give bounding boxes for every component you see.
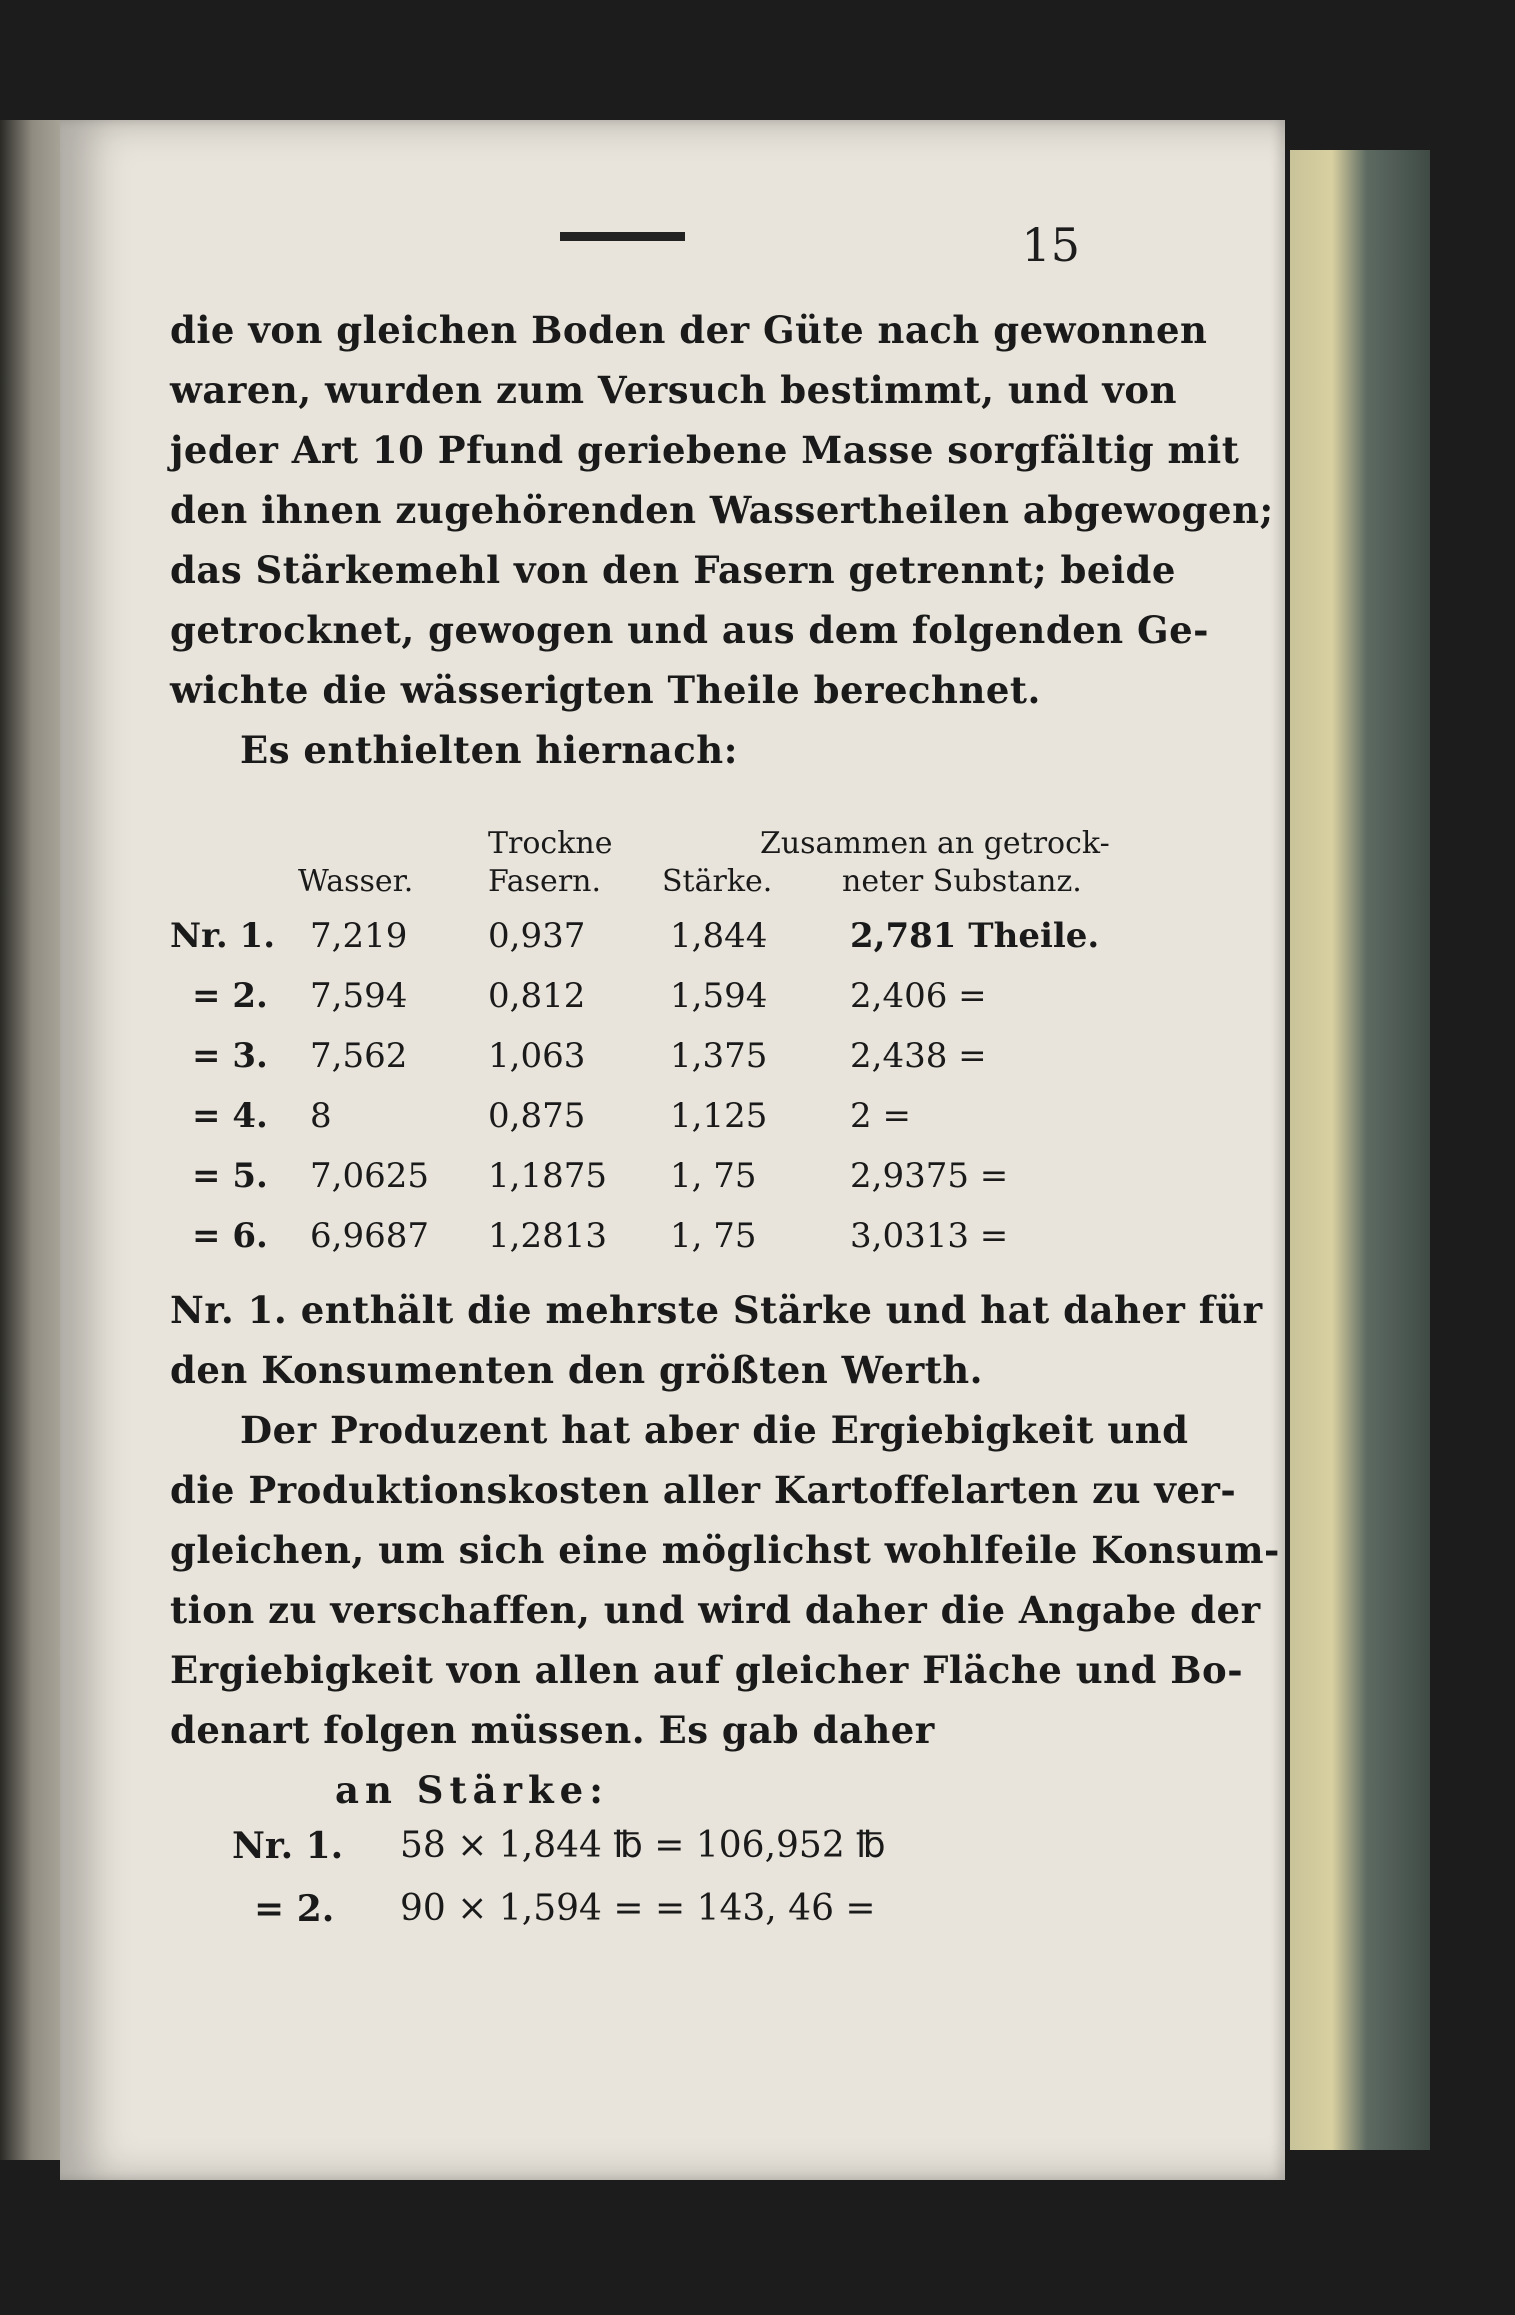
calc-label: = 2. [254,1888,335,1930]
table-row [170,976,1090,1036]
cell-total: 2,438 = [850,1036,987,1076]
header-fasern: Fasern. [488,864,602,899]
header-rule [560,232,685,241]
cell-staerke: 1, 75 [670,1216,757,1256]
text-line: gleichen, um sich eine möglichst wohlfeile Konsum- [170,1528,1280,1572]
table-row [170,916,1100,976]
cell-wasser: 7,594 [310,976,408,1016]
table-row [170,1216,1090,1276]
calc-label: Nr. 1. [232,1825,344,1867]
cell-total: 3,0313 = [850,1216,1009,1256]
cell-wasser: 8 [310,1096,332,1136]
text-line: Nr. 1. enthält die mehrste Stärke und hat daher für [170,1288,1263,1332]
book-cover-edge [1290,150,1430,2150]
header-fasern-top: Trockne [488,826,613,861]
cell-total: 2,406 = [850,976,987,1016]
text-line: Ergiebigkeit von allen auf gleicher Fläche und Bo- [170,1648,1244,1692]
paragraph-2 [170,1280,1263,1400]
cell-wasser: 7,562 [310,1036,408,1076]
table-row [170,1096,1090,1156]
header-staerke: Stärke. [662,864,773,899]
cell-staerke: 1, 75 [670,1156,757,1196]
header-total: neter Substanz. [842,864,1082,899]
header-total-top: Zusammen an getrock- [760,826,1110,861]
cell-wasser: 6,9687 [310,1216,429,1256]
row-label: = 4. [192,1096,268,1136]
calc-expression: 90 × 1,594 = = 143, 46 = [400,1888,876,1929]
table-header-top [170,826,1110,864]
cell-staerke: 1,375 [670,1036,768,1076]
row-label: = 2. [192,976,268,1016]
text-line: jeder Art 10 Pfund geriebene Masse sorgfältig mit [170,428,1240,472]
subheading: an Stärke: [335,1768,609,1812]
paragraph-1 [170,300,1274,780]
text-line: die von gleichen Boden der Güte nach gewonnen [170,308,1208,352]
cell-total: 2,781 Theile. [850,916,1100,956]
cell-fasern: 0,875 [488,1096,586,1136]
header-wasser: Wasser. [298,864,414,899]
text-line: den ihnen zugehörenden Wassertheilen abgewogen; [170,488,1274,532]
table-header [170,864,1090,916]
paragraph-3 [170,1400,1280,1820]
cell-fasern: 0,937 [488,916,586,956]
cell-staerke: 1,125 [670,1096,768,1136]
cell-wasser: 7,0625 [310,1156,429,1196]
text-line: den Konsumenten den größten Werth. [170,1348,984,1392]
cell-wasser: 7,219 [310,916,408,956]
cell-fasern: 0,812 [488,976,586,1016]
text-line: das Stärkemehl von den Fasern getrennt; beide [170,548,1176,592]
cell-total: 2,9375 = [850,1156,1009,1196]
cell-fasern: 1,2813 [488,1216,607,1256]
cell-fasern: 1,063 [488,1036,586,1076]
row-label: = 3. [192,1036,268,1076]
intro-line: Es enthielten hiernach: [240,728,738,772]
text-line: wichte die wässerigten Theile berechnet. [170,668,1041,712]
text-line: die Produktionskosten aller Kartoffelarten zu ver- [170,1468,1237,1512]
row-label: = 6. [192,1216,268,1256]
table-row [170,1156,1090,1216]
page-number: 15 [1021,218,1080,272]
text-line: getrocknet, gewogen und aus dem folgenden Ge- [170,608,1210,652]
text-line: waren, wurden zum Versuch bestimmt, und von [170,368,1177,412]
cell-total: 2 = [850,1096,911,1136]
text-line: tion zu verschaffen, und wird daher die Angabe der [170,1588,1261,1632]
text-line: denart folgen müssen. Es gab daher [170,1708,935,1752]
cell-staerke: 1,594 [670,976,768,1016]
row-label: Nr. 1. [170,916,276,956]
calc-expression: 58 × 1,844 ℔ = 106,952 ℔ [400,1825,886,1866]
cell-fasern: 1,1875 [488,1156,607,1196]
cell-staerke: 1,844 [670,916,768,956]
row-label: = 5. [192,1156,268,1196]
results-table [170,826,1110,1276]
text-line: Der Produzent hat aber die Ergiebigkeit und [240,1408,1189,1452]
table-row [170,1036,1090,1096]
